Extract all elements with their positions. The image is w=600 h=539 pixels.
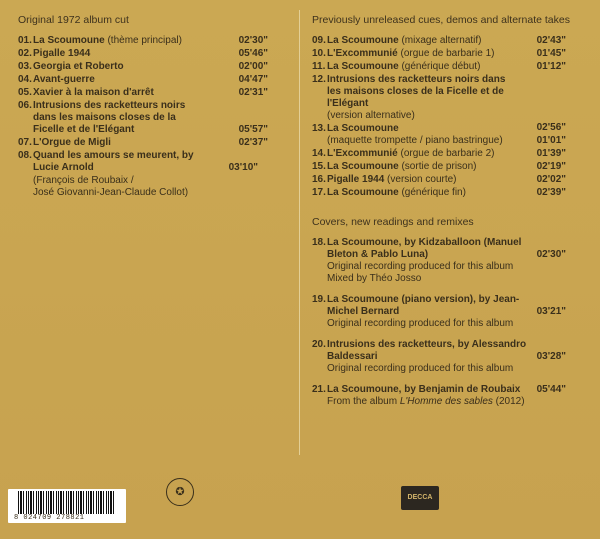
track-06 [18, 100, 288, 136]
track-duration: 05'46" [238, 48, 268, 59]
track-duration: 02'02" [536, 174, 566, 185]
track-subtitle: (version alternative) [327, 110, 415, 121]
track-10 [312, 48, 584, 60]
track-number: 18. [312, 237, 326, 248]
track-21 [312, 384, 584, 408]
track-duration: 01'45" [536, 48, 566, 59]
track-title: Pigalle 1944 [327, 174, 385, 185]
track-20 [312, 339, 584, 375]
track-duration: 03'28" [536, 351, 566, 362]
track-duration: 02'00" [238, 61, 268, 72]
track-subtitle: (générique fin) [401, 187, 466, 198]
track-14 [312, 148, 584, 160]
track-duration: 05'57" [238, 124, 268, 135]
barcode-digits: 8 024709 278821 [14, 514, 85, 522]
track-03 [18, 61, 288, 73]
track-title: La Scoumoune [327, 161, 399, 172]
track-duration: 02'30" [238, 35, 268, 46]
track-note-text: From the album [327, 396, 398, 407]
track-subtitle: (sortie de prison) [401, 161, 477, 172]
track-number: 08. [18, 150, 32, 161]
track-number: 21. [312, 384, 326, 395]
track-05 [18, 87, 288, 99]
track-subtitle: (générique début) [401, 61, 481, 72]
track-duration: 03'21" [536, 306, 566, 317]
track-number: 05. [18, 87, 32, 98]
track-title: La Scoumoune [327, 61, 399, 72]
track-title: Xavier à la maison d'arrêt [33, 87, 154, 98]
decca-logo-icon: DECCA [401, 486, 439, 510]
track-number: 06. [18, 100, 32, 111]
track-note-tail: (2012) [495, 396, 525, 407]
track-subtitle: (version courte) [387, 174, 457, 185]
track-01 [18, 35, 288, 47]
track-duration: 01'12" [536, 61, 566, 72]
track-18 [312, 237, 584, 285]
barcode-bars [18, 491, 114, 514]
track-title: L'Excommunié [327, 48, 398, 59]
track-title: La Scoumoune (piano version), by Jean-Michel Bernard [327, 294, 520, 317]
track-duration: 02'39" [536, 187, 566, 198]
left-heading: Original 1972 album cut [18, 14, 129, 26]
column-divider [299, 10, 300, 455]
track-15 [312, 161, 584, 173]
track-subtitle: (orgue de barbarie 1) [400, 48, 495, 59]
track-duration: 02'19" [536, 161, 566, 172]
track-02 [18, 48, 288, 60]
track-duration: 03'10" [228, 162, 258, 173]
track-note [327, 396, 584, 408]
covers-heading: Covers, new readings and remixes [312, 216, 474, 228]
right-heading: Previously unreleased cues, demos and alternate takes [312, 14, 570, 26]
track-title: La Scoumoune [33, 35, 105, 46]
track-title: La Scoumoune [327, 187, 399, 198]
track-19 [312, 294, 584, 330]
track-13 [312, 123, 584, 147]
track-note: Original recording produced for this album [327, 318, 514, 329]
credit-line: José Giovanni-Jean-Claude Collot) [33, 187, 189, 198]
track-duration: 02'31" [238, 87, 268, 98]
track-duration: 01'39" [536, 148, 566, 159]
track-number: 04. [18, 74, 32, 85]
track-duration: 02'30" [536, 249, 566, 260]
track-duration: 04'47" [238, 74, 268, 85]
track-number: 16. [312, 174, 326, 185]
track-16 [312, 174, 584, 186]
track-duration: 02'43" [536, 35, 566, 46]
track-17 [312, 187, 584, 199]
track-subtitle: (orgue de barbarie 2) [400, 148, 495, 159]
track-subtitle: (maquette trompette / piano bastringue) [327, 135, 503, 146]
track-title: La Scoumoune [327, 123, 399, 134]
left-column [18, 14, 288, 199]
track-title: Pigalle 1944 [33, 48, 91, 59]
track-title: La Scoumoune [327, 35, 399, 46]
track-number: 12. [312, 74, 326, 85]
track-title: Quand les amours se meurent, by Lucie Arnold [33, 150, 194, 173]
track-title: Intrusions des racketteurs, by Alessandro Baldessari [327, 339, 527, 362]
album-title: L'Homme des sables [399, 396, 493, 407]
track-number: 07. [18, 137, 32, 148]
track-title: La Scoumoune, by Benjamin de Roubaix [327, 384, 521, 395]
track-subtitle: (mixage alternatif) [401, 35, 482, 46]
label-logo-icon: ✪ [166, 478, 194, 506]
track-duration: 02'37" [238, 137, 268, 148]
barcode [8, 489, 126, 523]
track-11 [312, 61, 584, 73]
track-title: La Scoumoune, by Kidzaballoon (Manuel Bleton & Pablo Luna) [327, 237, 522, 260]
track-number: 11. [312, 61, 326, 72]
track-subtitle: (thème principal) [107, 35, 182, 46]
track-number: 17. [312, 187, 326, 198]
track-duration: 01'01" [536, 135, 566, 146]
track-07 [18, 137, 288, 149]
track-note: Mixed by Théo Josso [327, 273, 422, 284]
track-note: Original recording produced for this album [327, 261, 514, 272]
credit-line: (François de Roubaix / [33, 175, 134, 186]
track-number: 19. [312, 294, 326, 305]
track-title: L'Orgue de Migli [33, 137, 111, 148]
track-04 [18, 74, 288, 86]
track-note: Original recording produced for this album [327, 363, 514, 374]
track-title: Georgia et Roberto [33, 61, 124, 72]
track-duration: 05'44" [536, 384, 566, 395]
right-column [312, 14, 584, 409]
track-08 [18, 150, 288, 174]
track-number: 03. [18, 61, 32, 72]
track-title: Avant-guerre [33, 74, 95, 85]
track-number: 15. [312, 161, 326, 172]
track-title: L'Excommunié [327, 148, 398, 159]
track-title: Intrusions des racketteurs noirs dans les maisons closes de la Ficelle et de l'Elégant [33, 100, 186, 135]
track-number: 09. [312, 35, 326, 46]
track-duration: 02'56" [536, 122, 566, 133]
track-number: 10. [312, 48, 326, 59]
track-title: Intrusions des racketteurs noirs dans les maisons closes de la Ficelle et de l'Elégant [327, 74, 506, 109]
track-number: 14. [312, 148, 326, 159]
track-number: 02. [18, 48, 32, 59]
track-number: 13. [312, 123, 326, 134]
track-number: 20. [312, 339, 326, 350]
track-09 [312, 35, 584, 47]
track-number: 01. [18, 35, 32, 46]
